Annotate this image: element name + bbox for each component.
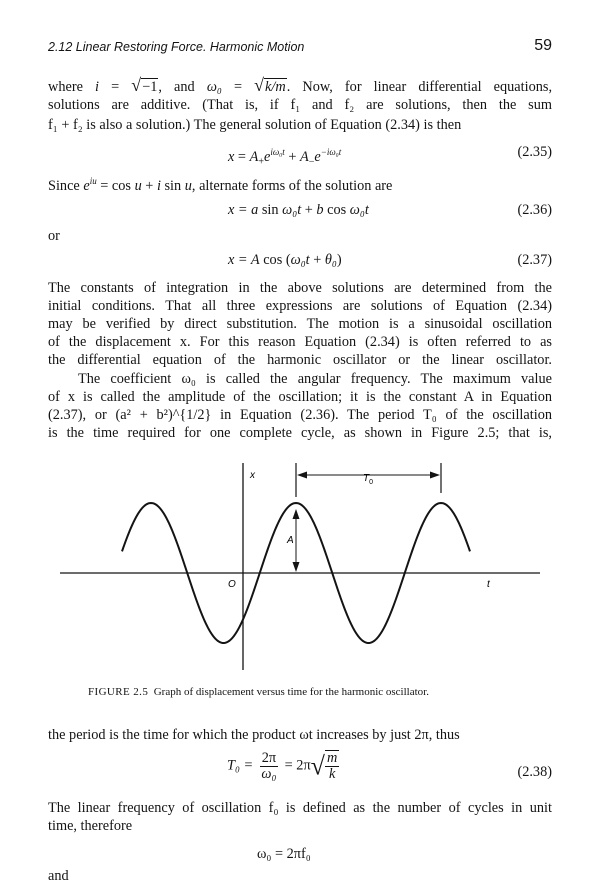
para1-line-1: The constants of integration in the above solutions are determined from the bbox=[48, 280, 552, 296]
t-axis-label: t bbox=[487, 579, 490, 590]
period-label: $T_0$ bbox=[363, 473, 374, 486]
and-word: and bbox=[48, 868, 69, 884]
equation-number-2-38: (2.38) bbox=[517, 764, 552, 780]
equation-2-35: $x = A_+e^{i\omega_0t} + A_-e^{-i\omega_0t}$ bbox=[228, 147, 342, 168]
para1-line-4: of the displacement x. For this reason Equation (2.34) is often referred to as bbox=[48, 334, 552, 350]
para2-line-2: of x is called the amplitude of the oscillation; it is the constant A in Equation bbox=[48, 389, 552, 405]
since-line: Since $e^{iu} = \cos u + i$ sin u, alternate forms of the solution are bbox=[48, 176, 393, 194]
period-right-arrow bbox=[430, 472, 440, 479]
period-sentence: the period is the time for which the product ωt increases by just 2π, thus bbox=[48, 727, 460, 743]
para2-line-1: The coefficient ω₀ is called the angular frequency. The maximum value bbox=[78, 371, 552, 387]
x-axis-label: x bbox=[250, 470, 255, 481]
amplitude-bottom-arrow bbox=[293, 562, 300, 572]
amplitude-top-arrow bbox=[293, 509, 300, 519]
section-title: 2.12 Linear Restoring Force. Harmonic Motion bbox=[48, 40, 305, 54]
displacement-time-graph bbox=[60, 455, 540, 675]
linear-frequency-line-2: time, therefore bbox=[48, 818, 133, 834]
equation-number-2-36: (2.36) bbox=[517, 202, 552, 218]
intro-line-1: where i = √−1, and ω₀ = √k/m. Now, for linear differential equations, bbox=[48, 75, 553, 95]
equation-2-38: T₀ = $\frac{2\pi}{\text{ω₀}}$ = 2π√ $\frac{m}{k}$ bbox=[227, 749, 338, 782]
caption-text: Graph of displacement versus time for the harmonic oscillator. bbox=[153, 686, 429, 698]
para1-line-3: may be verified by direct substitution. The motion is a sinusoidal oscillation bbox=[48, 316, 552, 332]
para1-line-5: the differential equation of the harmonic oscillator or the linear oscillator. bbox=[48, 352, 552, 368]
running-header bbox=[48, 37, 552, 58]
linear-frequency-line-1: The linear frequency of oscillation f₀ is defined as the number of cycles in unit bbox=[48, 800, 552, 816]
amplitude-label: A bbox=[287, 535, 294, 546]
equation-2-37: x = A cos (ω₀t + θ₀) bbox=[228, 252, 342, 268]
or-word: or bbox=[48, 228, 60, 244]
intro-line-3: f₁ + f₂ is also a solution.) The general solution of Equation (2.34) is then bbox=[48, 117, 462, 133]
caption-label: FIGURE 2.5 bbox=[88, 686, 149, 698]
figure-caption bbox=[88, 685, 518, 699]
para2-line-3: (2.37), or (a² + b²)^{1/2} in Equation (2.36). The period T₀ of the oscillation bbox=[48, 407, 552, 423]
para2-line-4: is the time required for one complete cycle, as shown in Figure 2.5; that is, bbox=[48, 425, 552, 441]
origin-label: O bbox=[228, 579, 236, 590]
period-left-arrow bbox=[297, 472, 307, 479]
equation-2-36: x = a sin ω₀t + b cos ω₀t bbox=[228, 202, 369, 218]
intro-line-2: solutions are additive. (That is, if f₁ and f₂ are solutions, then the sum bbox=[48, 97, 552, 113]
equation-number-2-37: (2.37) bbox=[517, 252, 552, 268]
page-number: 59 bbox=[534, 37, 552, 54]
equation-number-2-35: (2.35) bbox=[517, 144, 552, 160]
para1-line-2: initial conditions. That all three expressions are solutions of Equation (2.34) bbox=[48, 298, 552, 314]
equation-omega-f: ω₀ = 2πf₀ bbox=[257, 846, 311, 862]
